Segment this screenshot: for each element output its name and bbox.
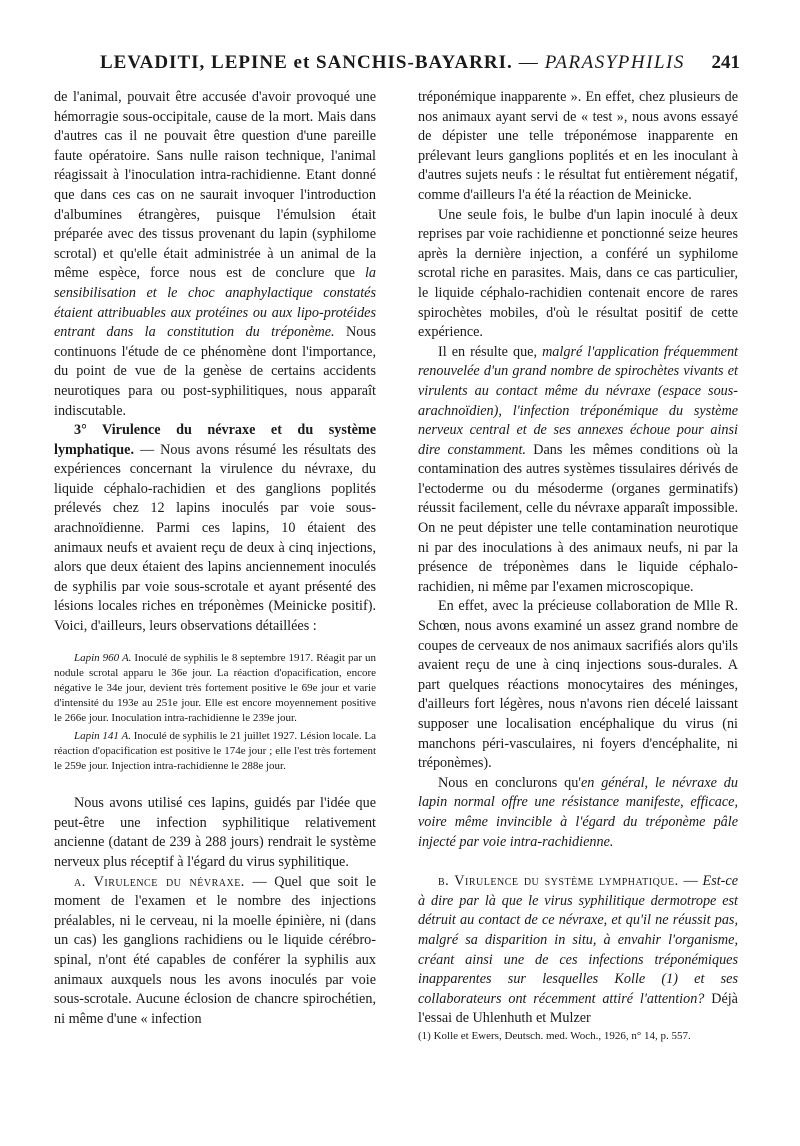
left-p2-body: — Nous avons résumé les résultats des expériences concernant la virulence du névraxe, du liquide céphalo-rachidien et des ganglions poplités prélevés chez 12 lapins inoculés par voie sous-arachnoïdienne. Parmi ces lapins, 10 étaient des animaux neufs et avaient reçu de deux à cinq injections, alors que deux étaient des lapins anciennement inoculés de syphilis par voie sous-scrotale et ayant présenté des lésions locales riches en tréponèmes (Meinicke positif). Voici, d'ailleurs, leurs observations détaillées : — [54, 441, 376, 635]
header-authors: LEVADITI, LEPINE et SANCHIS-BAYARRI. — [100, 52, 513, 73]
note-141a-label: Lapin 141 A. — [74, 729, 131, 742]
right-column — [418, 88, 738, 1044]
header-title: PARASYPHILIS — [544, 52, 685, 73]
left-paragraph-1 — [54, 88, 376, 421]
right-paragraph-2: Une seule fois, le bulbe d'un lapin inoculé à deux reprises par voie rachidienne et ponctionné seize heures après la dernière injection, a conféré un syphilome scrotal riche en parasites. Mais, dans ce cas particulier, le liquide céphalo-rachidien contenait encore de rares spirochètes mobiles, d'où le résultat positif de cette expérience. — [418, 206, 738, 341]
subsection-a-heading: a. Virulence du névraxe. — [74, 873, 245, 890]
left-p1-text: de l'animal, pouvait être accusée d'avoir provoqué une hémorragie sous-occipitale, cause de la mort. Mais dans d'autres cas il ne pouvait être question d'une pareille faute opératoire. Sans nulle raison technique, l'animal réagissait à l'inoculation intra-rachidienne. Etant donné que dans ces cas on ne saurait invoquer l'introduction d'albumines étrangères, puisque l'émulsion était préparée avec des tissus provenant du lapin (syphilome scrotal) et qu'elle était administrée à un animal de la même espèce, force nous est de conclure que — [54, 89, 376, 282]
header-left — [100, 52, 685, 74]
left-p1-italic: la sensibilisation et le choc anaphylactique constatés étaient attribuables aux protéines ou aux lipo-protéides entrant dans la constitution du tréponème. — [54, 265, 376, 341]
left-p1-end: Nous continuons l'étude de ce phénomène dont l'importance, du point de vue de la genèse de certains accidents neurotiques para ou post-syphilitiques, nous apparaît indiscutable. — [54, 324, 376, 419]
right-paragraph-6 — [418, 872, 738, 1029]
right-p6-end: Déjà l'essai de Uhlenhuth et Mulzer — [418, 990, 738, 1027]
observation-note-960a — [54, 651, 376, 727]
right-p5-italic: en général, le névraxe du lapin normal offre une résistance manifeste, efficace, voire même invincible à l'égard du tréponème pâle injecté par voie intra-rachidienne. — [418, 774, 738, 850]
page-number: 241 — [711, 52, 740, 73]
right-p3-start: Il en résulte que, — [438, 343, 543, 360]
left-paragraph-2 — [54, 421, 376, 637]
header-dash: — — [518, 52, 539, 73]
right-p6-dash: — — [678, 873, 703, 890]
left-column — [54, 88, 376, 1029]
right-p6-italic: Est-ce à dire par là que le virus syphilitique dermotrope est détruit au contact de ce névraxe, et qu'il ne réussit pas, malgré sa disparition in situ, à envahir l'organisme, créant ainsi une de ces infections tréponémiques inapparentes sur lesquelles Kolle (1) et ses collaborateurs ont récemment attiré l'attention? — [418, 873, 738, 1007]
right-paragraph-5 — [418, 774, 738, 852]
subsection-b-heading: b. Virulence du système lymphatique. — [438, 873, 679, 890]
right-p5-start: Nous en conclurons qu' — [438, 774, 581, 791]
observation-notes — [54, 651, 376, 775]
note-141a-text: Inoculé de syphilis le 21 juillet 1927. Lésion locale. La réaction d'opacification est positive le 174e jour ; elle l'est très fortement le 259e jour. Injection intra-rachidienne le 288e jour. — [54, 729, 376, 773]
footnote: (1) Kolle et Ewers, Deutsch. med. Woch., 1926, n° 14, p. 557. — [418, 1029, 691, 1042]
right-paragraph-3 — [418, 343, 738, 598]
note-960a-label: Lapin 960 A. — [74, 651, 132, 664]
right-paragraph-1: tréponémique inapparente ». En effet, chez plusieurs de nos animaux ayant servi de « test », nous avons essayé de dépister une telle tréponémose inapparente en prélevant leurs ganglions poplités et en les inoculant à d'autres sujets neufs : le résultat fut entièrement négatif, comme d'ailleurs l'a été la réaction de Meinicke. — [418, 89, 738, 203]
right-p3-end: Dans les mêmes conditions où la contamination des autres systèmes tissulaires dérivés de l'ectoderme ou du mésoderme (organes germinatifs) réussit facilement, celle du névraxe apparaît impossible. On ne peut dépister une telle contamination neurotique ni par des inoculations à des animaux neufs, ni par la présence de tréponèmes dans le liquide céphalo-rachidien, ni même par l'examen microscopique. — [418, 441, 738, 595]
section-3-heading: 3° Virulence du névraxe et du système lymphatique. — [54, 422, 376, 458]
note-960a-text: Inoculé de syphilis le 8 septembre 1917. Réagit par un nodule scrotal apparu le 36e jour. La réaction d'opacification, encore négative le 34e jour, devient très fortement positive le 69e jour et varie d'intensité du 193e au 251e jour. Elle est encore moyennement positive le 266e jour. Inoculation intra-rachidienne le 239e jour. — [54, 651, 376, 725]
observation-note-141a — [54, 729, 376, 775]
right-paragraph-4: En effet, avec la précieuse collaboration de Mlle R. Schœn, nous avons examiné un assez grand nombre de coupes de cerveaux de nos animaux sacrifiés alors qu'ils avaient reçu de une à cinq injections sous-durales. A part quelques réactions monocytaires des méninges, d'ailleurs fort légères, nous n'avons rien décelé laissant supposer une localisation encéphalique du virus (ni manchons péri-vasculaires, ni foyers d'encéphalite, ni tréponèmes). — [418, 598, 738, 772]
left-paragraph-4 — [54, 873, 376, 1030]
left-paragraph-3: Nous avons utilisé ces lapins, guidés par l'idée que peut-être une infection syphilitique relativement ancienne (datant de 239 à 288 jours) rendrait le système nerveux plus réceptif à l'égard du virus syphilitique. — [54, 795, 376, 871]
left-p4-body: — Quel que soit le moment de l'examen et le nombre des injections préalables, ni le cerveau, ni la moelle épinière, ni (dans un cas) les ganglions rachidiens ou le liquide cérébro-spinal, n'ont été capables de conférer la syphilis aux animaux auxquels nous les avons inoculés par voie sous-scrotale. Aucune éclosion de chancre spirochétien, ni même d'une « infection — [54, 873, 376, 1027]
running-header — [100, 52, 740, 78]
right-p3-italic: malgré l'application fréquemment renouvelée d'un grand nombre de spirochètes vivants et virulents au contact même du névraxe (espace sous-arachnoïdien), l'infection tréponémique du système nerveux central et de ses annexes échoue pour ainsi dire constamment. — [418, 343, 738, 458]
